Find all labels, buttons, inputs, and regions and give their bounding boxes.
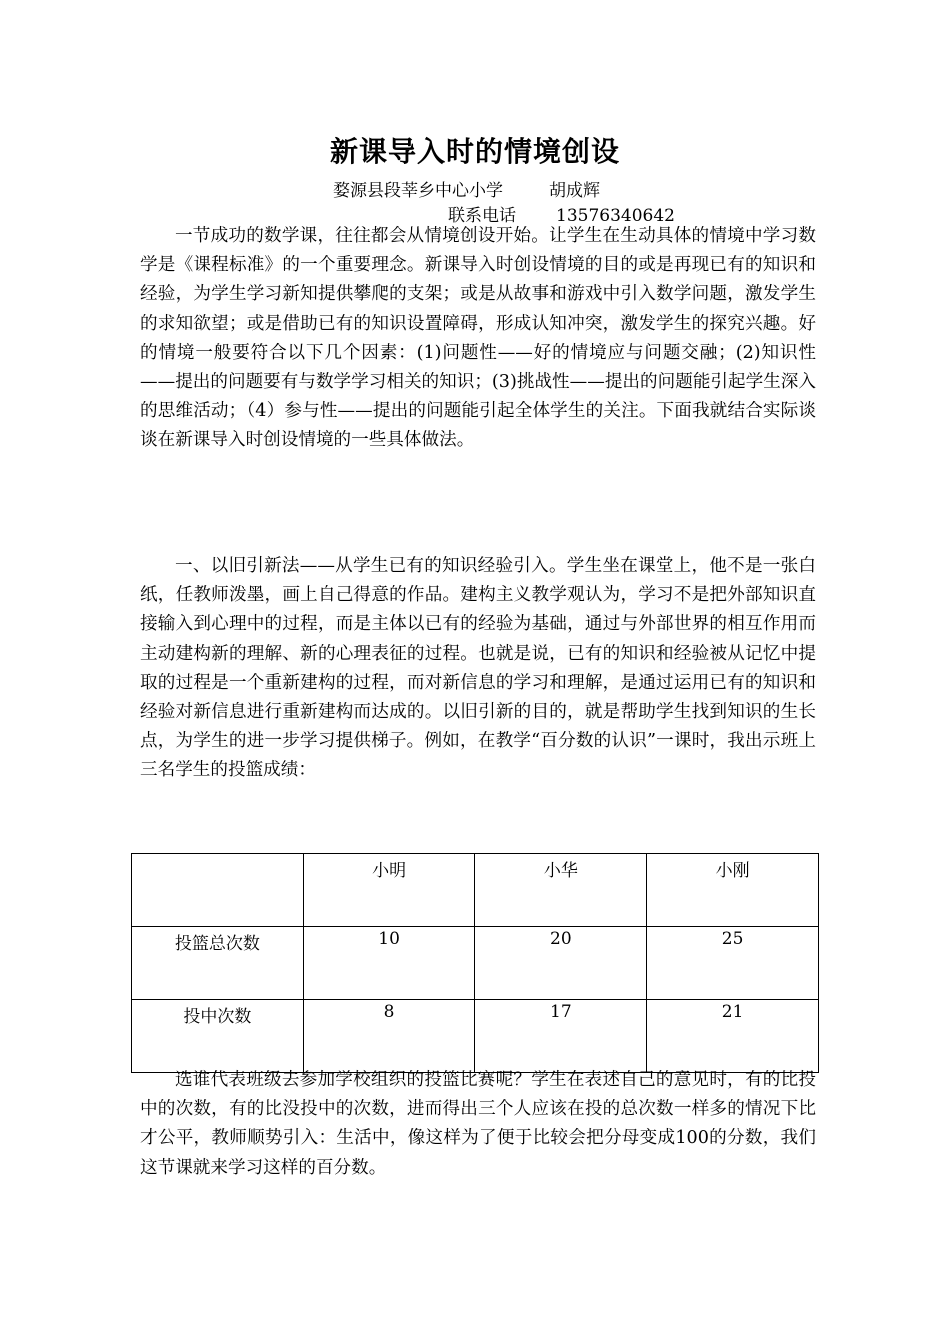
paragraph-method-one: 一、以旧引新法——从学生已有的知识经验引入。学生坐在课堂上，他不是一张白纸，任教师泼墨，画上自己得意的作品。建构主义教学观认为，学习不是把外部知识直接输入到心理中的过程，而是主体以已有的经验为基础，通过与外部世界的相互作用而主动建构新的理解、新的心理表征的过程。也就是说，已有的知识和经验被从记忆中提取的过程是一个重新建构的过程，而对新信息的学习和理解，是通过运用已有的知识和经验对新信息进行重新建构而达成的。以旧引新的目的，就是帮助学生找到知识的生长点，为学生的进一步学习提供梯子。例如，在教学“百分数的认识”一课时，我出示班上三名学生的投篮成绩： (140, 556, 816, 781)
table-row-label: 投中次数 (132, 1000, 304, 1073)
table-row-label: 投篮总次数 (132, 927, 304, 1000)
table-cell: 21 (647, 1000, 819, 1073)
table-cell: 10 (303, 927, 475, 1000)
table-header-cell: 小华 (475, 854, 647, 927)
table-cell: 17 (475, 1000, 647, 1073)
table-cell: 25 (647, 927, 819, 1000)
table-cell: 8 (303, 1000, 475, 1073)
phone-label: 联系电话 (448, 206, 516, 226)
table-header-cell: 小刚 (647, 854, 819, 927)
table-header-row (132, 854, 819, 927)
table-header-cell: 小明 (303, 854, 475, 927)
phone-number: 13576340642 (556, 206, 675, 226)
table-cell: 20 (475, 927, 647, 1000)
paragraph-conclusion: 选谁代表班级去参加学校组织的投篮比赛呢？学生在表述自己的意见时，有的比投中的次数，有的比没投中的次数，进而得出三个人应该在投的总次数一样多的情况下比才公平，教师顺势引入：生活中，像这样为了便于比较会把分母变成100的分数，我们这节课就来学习这样的百分数。 (140, 1070, 816, 1178)
author-name: 胡成辉 (549, 181, 600, 201)
table-header-cell (132, 854, 304, 927)
table-row (132, 927, 819, 1000)
paragraph-intro: 一节成功的数学课，往往都会从情境创设开始。让学生在生动具体的情境中学习数学是《课程标准》的一个重要理念。新课导入时创设情境的目的或是再现已有的知识和经验，为学生学习新知提供攀爬的支架；或是从故事和游戏中引入数学问题，激发学生的求知欲望；或是借助已有的知识设置障碍，形成认知冲突，激发学生的探究兴趣。好的情境一般要符合以下几个因素：(1)问题性——好的情境应与问题交融；(2)知识性——提出的问题要有与数学学习相关的知识；(3)挑战性——提出的问题能引起学生深入的思维活动；（4）参与性——提出的问题能引起全体学生的关注。下面我就结合实际谈谈在新课导入时创设情境的一些具体做法。 (140, 226, 816, 451)
author-line (333, 176, 600, 201)
score-table (131, 853, 819, 1073)
table-row (132, 1000, 819, 1073)
author-school: 婺源县段莘乡中心小学 (333, 181, 503, 201)
page-title: 新课导入时的情境创设 (329, 135, 620, 168)
